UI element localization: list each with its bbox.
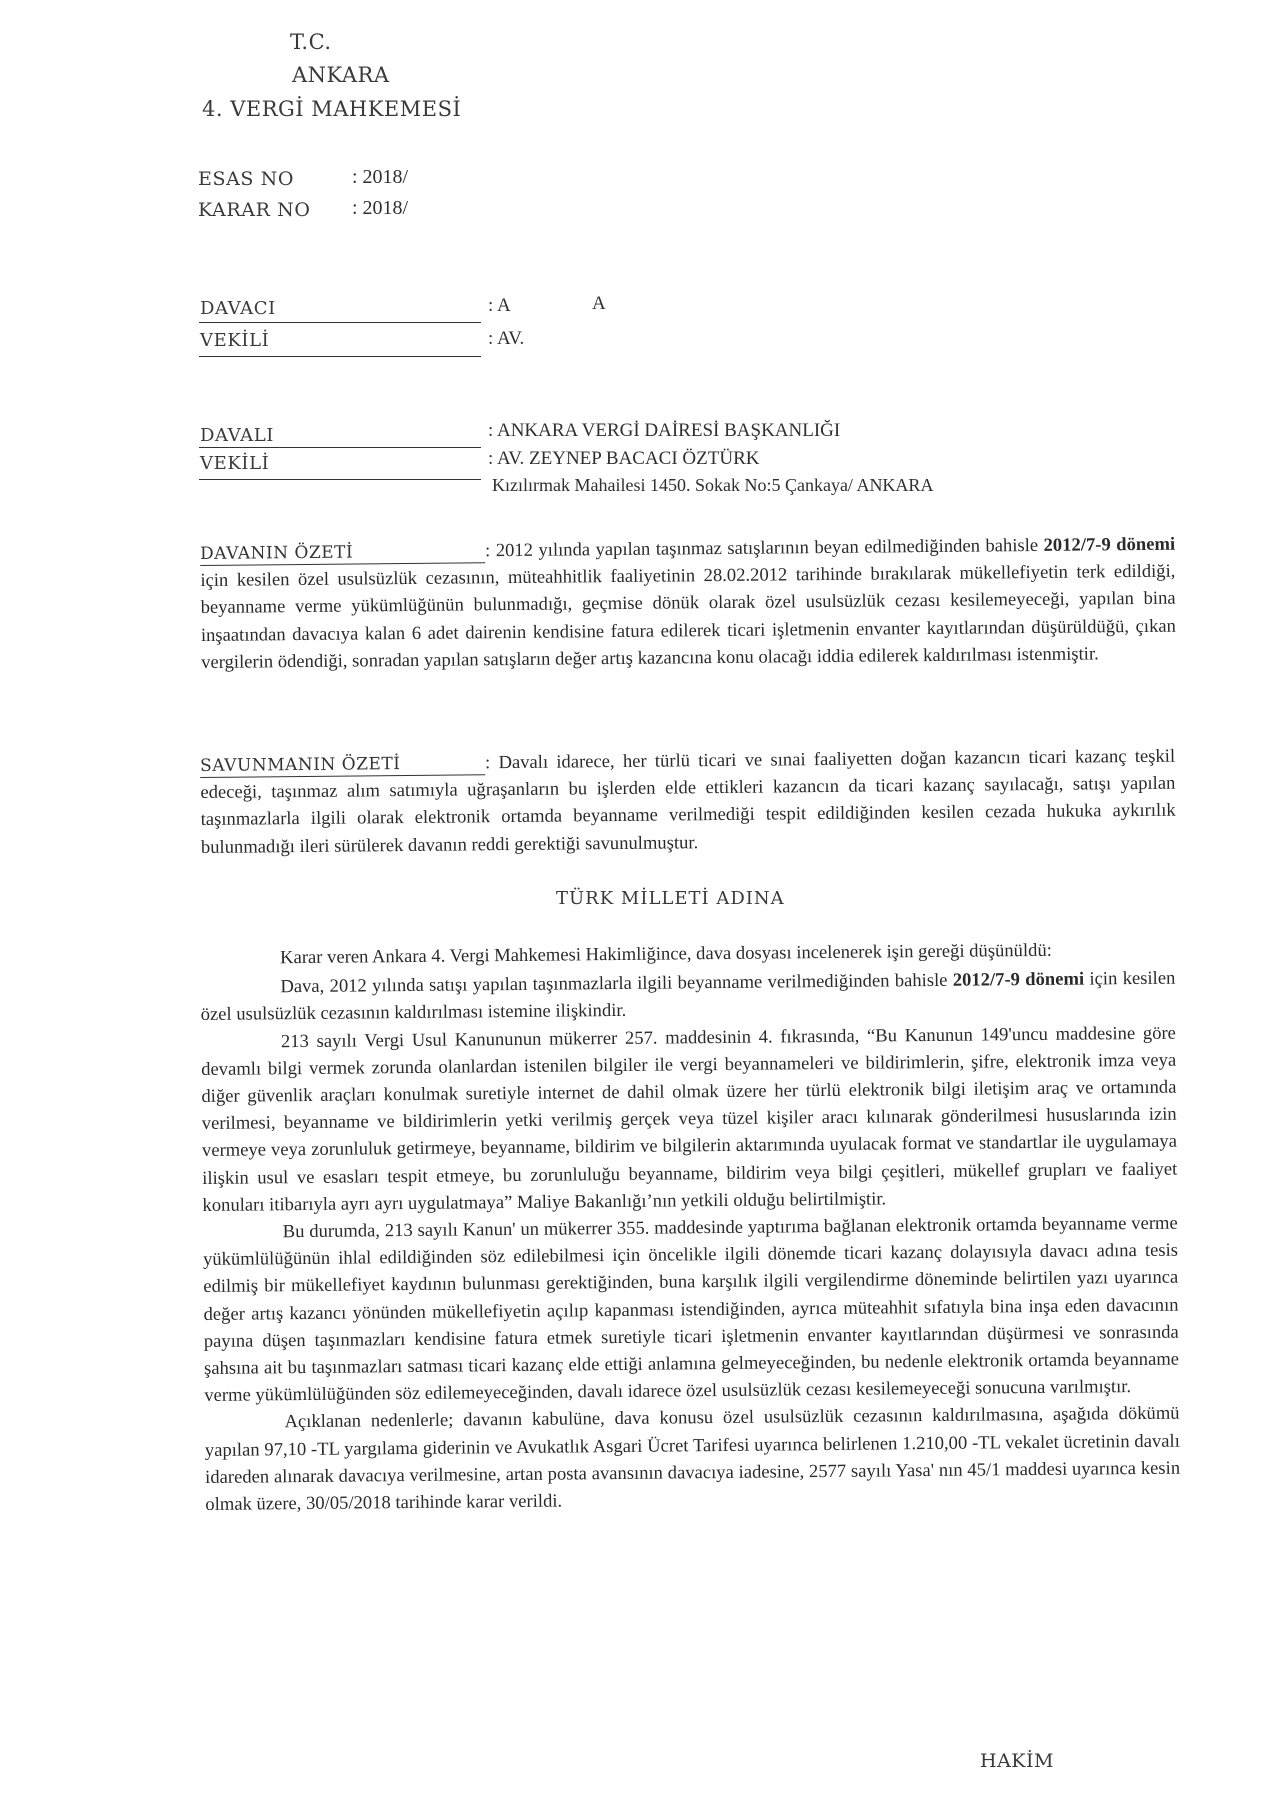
esas-no-label: ESAS NO bbox=[198, 168, 295, 190]
karar-no-value: : 2018/ bbox=[352, 197, 409, 219]
header-city: ANKARA bbox=[292, 63, 390, 87]
davali-address: Kızılırmak Mahailesi 1450. Sokak No:5 Çankaya/ ANKARA bbox=[492, 475, 934, 495]
dava-ozeti-rest: için kesilen özel usulsüzlük cezasının, müteahhitlik faaliyetinin 28.02.2012 tarihinde bırakılarak mükellefiyetin terk edildiği, beyanname verme yükümlüğünün bulunmadığı, geçmise dönük olarak özel usulsüzlük cezası kesilemeyeceği, yapılan bina inşaatından davacıya kalan 6 adet dairenin kendisine fatura edilerek ticari işletmenin envanter kayıtlarından düşürüldüğü, çıkan vergilerin ödendiği, sonradan yapılan satışların değer artış kazancına konu olacağı iddia edilerek kaldırılması istenmiştir. bbox=[200, 560, 1176, 673]
header-court: 4. VERGİ MAHKEMESİ bbox=[202, 97, 462, 121]
davaci-value-surname: A bbox=[592, 293, 606, 314]
body-paragraph-3: 213 sayılı Vergi Usul Kanununun mükerrer 257. maddesinin 4. fıkrasında, “Bu Kanunun 149'uncu maddesine göre devamlı bilgi vermek zorunda olanlardan istenilen bilgiler ile vergi beyannameleri ve bildirimlerin, şifre, elektronik imza veya diğer güvenlik araçları konulmak suretiyle internet de dahil olmak üzere her türlü elektronik bilgi iletişim araç ve ortamında verilmesi, beyanname ve bildirimlerin yetki verilmiş gerçek veya tüzel kişiler aracı kılınarak gönderilmesi hususlarında izin vermeye veya zorunluluk getirmeye, beyanname, bildirim ve bilgilerin aktarımında uyulacak format ve standartlar ile uygulamaya ilişkin usul ve esasları tespit etmeye, bu zorunluluğu beyanname, bildirim veya bilgi çeşitleri, mükellef grupları ve faaliyet konuları itibarıyla ayrı ayrı uygulatmaya” Maliye Bakanlığı’nın yetkili olduğu belirtilmiştir. bbox=[201, 1022, 1178, 1216]
davaci-vekili-underline bbox=[199, 356, 481, 357]
header-tc: T.C. bbox=[290, 30, 332, 54]
turk-milleti-adina-title: TÜRK MİLLETİ ADINA bbox=[556, 888, 785, 909]
davaci-vekili-label: VEKİLİ bbox=[200, 330, 270, 351]
body-paragraph-4: Bu durumda, 213 sayılı Kanun' un mükerrer 355. maddesinde yaptırıma bağlanan elektronik ortamda beyanname verme yükümlülüğünün ihlal edildiğinden söz edilebilmesi için öncelikle ilgili dönemde ticari kazanç dolayısıyla davacı adına tesis edilmiş bir mükellefiyet kaydının bulunması gerektiğinden, buna karşılık ilgili vergilendirme döneminde belirtilen yazı uyarınca değer artış kazancı yönünden mükellefiyetin açılıp kapanması istendiğinden, ayrıca müteahhit sıfatıyla bina inşa eden davacının payına düşen taşınmazları kendisine fatura etmek suretiyle ticari işletmenin envanter kayıtlarından düşürmesi ve sonrasında şahsına ait bu taşınmazları satması ticari kazanç elde ettiği anlamına gelmeyeceğinden, bu nedenle elektronik ortamda beyanname verme yükümlülüğünden söz edilemeyeceğinden, davalı idarece özel usulsüzlük cezası kesilemeyeceği sonucuna varılmıştır. bbox=[202, 1212, 1180, 1407]
body-paragraph-1: Karar veren Ankara 4. Vergi Mahkemesi Hakimliğince, dava dosyası incelenerek işin gereği düşünüldü: bbox=[280, 939, 1052, 969]
savunma-ozeti-text: : Davalı idarece, her türlü ticari ve sınai faaliyetten doğan kazancın ticari kazanç teşkil edeceği, taşınmaz alım satımıyla uğraşanların bu işlerden elde ettikleri kazancın da ticari kazanç sayılacağı, satışı yapılan taşınmazlarla ilgili olarak elektronik ortamda beyanname verilmediği tespit edildiğinden kesilen cezada hukuka aykırılık bulunmadığı ileri sürülerek davanın reddi gerektiği savunulmuştur. bbox=[200, 745, 1176, 858]
esas-no-value: : 2018/ bbox=[352, 166, 409, 188]
davali-label: DAVALI bbox=[200, 425, 274, 446]
davali-vekili-label: VEKİLİ bbox=[200, 453, 270, 474]
body-paragraph-2 bbox=[200, 965, 1175, 1029]
davali-value: : ANKARA VERGİ DAİRESİ BAŞKANLIĞI bbox=[488, 420, 841, 441]
savunma-ozeti-section bbox=[200, 743, 1176, 861]
body-p2-intro: Dava, 2012 yılında satışı yapılan taşınmazlarla ilgili beyanname verilmediğinden bahisle bbox=[280, 969, 953, 998]
hakim-signature-label: HAKİM bbox=[980, 1750, 1054, 1772]
body-p2-rest: için kesilen özel usulsüzlük cezasının kaldırılması istemine ilişkindir. bbox=[200, 967, 1176, 1026]
dava-ozeti-period: 2012/7-9 dönemi bbox=[1043, 533, 1176, 556]
body-p2-period: 2012/7-9 dönemi bbox=[952, 968, 1085, 991]
karar-no-label: KARAR NO bbox=[198, 199, 311, 221]
dava-ozeti-section bbox=[200, 531, 1176, 676]
dava-ozeti-intro: : 2012 yılında yapılan taşınmaz satışlarının beyan edilmediğinden bahisle bbox=[485, 534, 1044, 562]
davali-underline bbox=[199, 447, 481, 448]
davali-vekili-underline bbox=[199, 479, 481, 480]
davaci-label: DAVACI bbox=[200, 298, 276, 319]
davaci-underline bbox=[199, 322, 481, 323]
davaci-vekili-value: : AV. bbox=[488, 328, 525, 349]
body-paragraph-5: Açıklanan nedenlerle; davanın kabulüne, dava konusu özel usulsüzlük cezasının kaldırılmasına, aşağıda dökümü yapılan 97,10 -TL yargılama giderinin ve Avukatlık Asgari Ücret Tarifesi uyarınca belirlenen 1.210,00 -TL vekalet ücretinin davalı idareden alınarak davacıya verilmesine, artan posta avansının davacıya iadesine, 2577 sayılı Yasa' nın 45/1 maddesi uyarınca kesin olmak üzere, 30/05/2018 tarihinde karar verildi. bbox=[204, 1403, 1181, 1516]
davali-vekili-value: : AV. ZEYNEP BACACI ÖZTÜRK bbox=[488, 448, 760, 469]
dava-ozeti-label: DAVANIN ÖZETİ bbox=[200, 540, 485, 566]
decision-body bbox=[200, 936, 1180, 1519]
savunma-ozeti-label: SAVUNMANIN ÖZETİ bbox=[200, 752, 485, 778]
davaci-value: : A bbox=[488, 295, 511, 316]
